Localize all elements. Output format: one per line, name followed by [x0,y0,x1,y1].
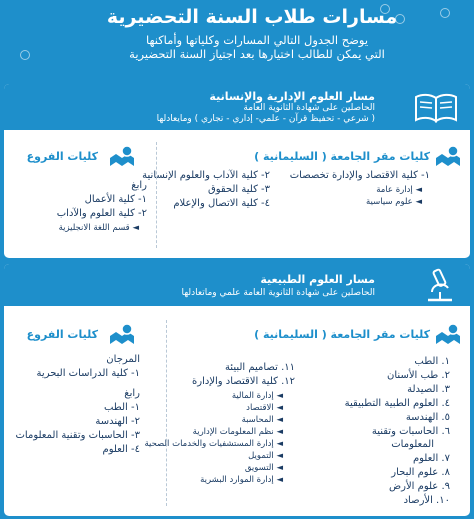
department-item: ◄ التمويل [248,451,283,461]
track-natural-sciences-card [4,264,470,516]
book-icon [414,92,458,124]
branch-city: رابغ [131,180,147,191]
college-item: ٨. علوم البحار [391,467,450,478]
department-item: ◄ الاقتصاد [246,403,283,413]
map-pin-icon [434,322,462,348]
college-item: ٢- كلية الآداب والعلوم الإنسانية [142,170,270,181]
track-title-band [4,84,470,130]
subtitle-line: التي يمكن للطالب اختيارها بعد اجتياز السنة التحضيرية [129,47,385,61]
page-subtitle [60,33,454,61]
college-item: ٣- كلية الحقوق [207,184,270,195]
branch-city: رابغ [124,388,140,399]
college-item: ٧. العلوم [412,453,450,464]
column-divider [156,142,157,248]
department-item: ◄ المحاسبة [241,415,283,425]
map-pin-icon [108,144,136,170]
track-requirement: الحاصلين على شهادة الثانوية العامة [243,103,375,113]
college-item: ٢- الهندسة [95,416,140,427]
college-item: ٥. الهندسة [405,412,450,423]
department-item: ◄ نظم المعلومات الإدارية [192,427,283,437]
college-item: ١- كلية الدراسات البحرية [36,368,140,379]
college-item: ٤. العلوم الطبية التطبيقية [344,398,450,409]
track-title-band [4,264,470,306]
microscope-icon [424,268,456,304]
college-item: ١٢. كلية الاقتصاد والإدارة [192,376,295,387]
department-item: ◄ قسم اللغة الانجليزية [58,223,139,233]
college-item: ٣. الصيدلة [407,384,450,395]
track-admin-humanities-card [4,84,470,258]
track-requirement: الحاصلين على شهادة الثانوية العامة علمي وماتعادلها [181,288,375,298]
college-item: ١- كلية الاقتصاد والإدارة تخصصات [289,170,430,181]
college-item: ٢. طب الأسنان [387,370,450,381]
map-pin-icon [108,322,136,348]
main-campus-label: كليات مقر الجامعة ( السليمانية ) [254,150,430,163]
main-campus-label: كليات مقر الجامعة ( السليمانية ) [254,328,430,341]
college-item: ١- كلية الأعمال [84,194,147,205]
college-item: ٣- الحاسبات وتقنية المعلومات [15,430,140,441]
column-divider [166,320,167,506]
track-requirement: ( شرعي - تحفيظ قرآن - علمي- إداري - تجاري ) ومايعادلها [156,114,375,124]
map-pin-icon [434,144,462,170]
college-item: المعلومات [391,439,434,450]
college-item: ١. الطب [414,356,450,367]
track-title: مسار العلوم الإدارية والإنسانية [209,90,375,103]
track-title: مسار العلوم الطبيعية [260,273,375,286]
college-item: ٩. علوم الأرض [389,481,450,492]
page-header [0,0,474,80]
branches-label: كليات الفروع [26,328,98,341]
college-item: ٦. الحاسبات وتقنية [371,426,450,437]
branch-city: المرجان [106,354,140,365]
department-item: ◄ علوم سياسية [365,197,422,207]
college-item: ٢- كلية العلوم والآداب [56,208,147,219]
department-item: ◄ إدارة عامة [376,185,422,195]
department-item: ◄ إدارة الموارد البشرية [200,475,283,485]
college-item: ١- الطب [103,402,140,413]
college-item: ١١. تصاميم البيئة [224,362,295,373]
page-title: مسارات طلاب السنة التحضيرية [106,6,398,28]
department-item: ◄ إدارة المالية [231,391,283,401]
department-item: ◄ التسويق [244,463,283,473]
college-item: ٤- كلية الاتصال والإعلام [173,198,270,209]
college-item: ١٠. الأرصاد [403,495,450,506]
decor-circle-icon [20,50,30,60]
college-item: ٤- العلوم [102,444,140,455]
department-item: ◄ إدارة المستشفيات والخدمات الصحية [144,439,283,449]
subtitle-line: يوضح الجدول التالي المسارات وكلياتها وأماكنها [145,33,369,47]
branches-label: كليات الفروع [26,150,98,163]
